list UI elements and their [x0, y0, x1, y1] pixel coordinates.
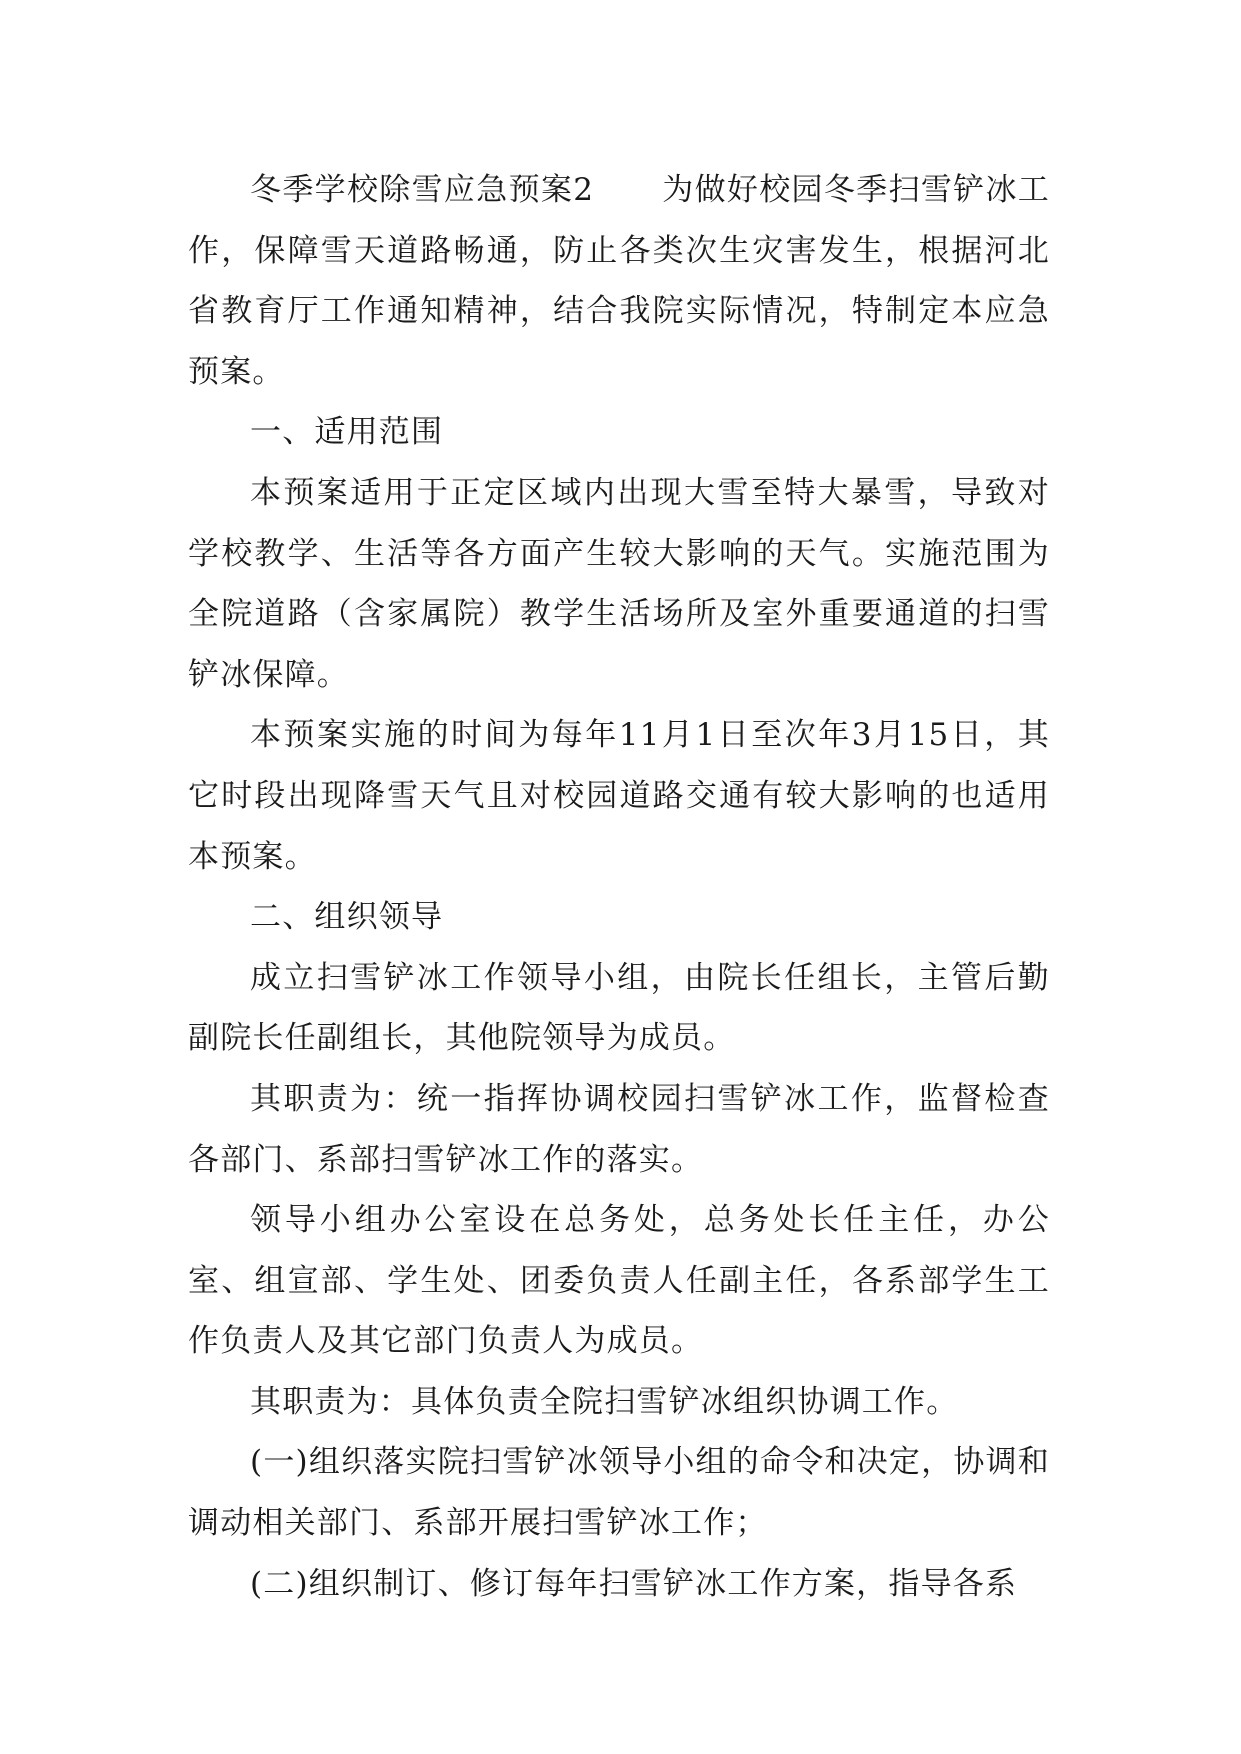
paragraph-group-duties: 其职责为：统一指挥协调校园扫雪铲冰工作，监督检查各部门、系部扫雪铲冰工作的落实。 [188, 1080, 1050, 1178]
section-heading-organization: 二、组织领导 [250, 899, 444, 936]
document-body [188, 160, 1050, 1614]
intro-text: 为做好校园冬季扫雪铲冰工作，保障雪天道路畅通，防止各类次生灾害发生，根据河北省教育厅工作通知精神，结合我院实际情况，特制定本应急预案。 [188, 172, 1050, 390]
title-paragraph [188, 160, 1050, 402]
section-heading-scope: 一、适用范围 [250, 414, 444, 451]
list-item-2: (二)组织制订、修订每年扫雪铲冰工作方案，指导各系 [250, 1565, 1018, 1602]
paragraph-office-duties: 其职责为：具体负责全院扫雪铲冰组织协调工作。 [250, 1383, 959, 1420]
paragraph-scope-area: 本预案适用于正定区域内出现大雪至特大暴雪，导致对学校教学、生活等各方面产生较大影响的天气。实施范围为全院道路（含家属院）教学生活场所及室外重要通道的扫雪铲冰保障。 [188, 474, 1050, 693]
document-title: 冬季学校除雪应急预案2 [250, 172, 595, 208]
paragraph-office: 领导小组办公室设在总务处，总务处长任主任，办公室、组宣部、学生处、团委负责人任副主任，各系部学生工作负责人及其它部门负责人为成员。 [188, 1202, 1050, 1360]
paragraph-leading-group: 成立扫雪铲冰工作领导小组，由院长任组长，主管后勤副院长任副组长，其他院领导为成员。 [188, 959, 1050, 1057]
paragraph-scope-time: 本预案实施的时间为每年11月1日至次年3月15日，其它时段出现降雪天气且对校园道路交通有较大影响的也适用本预案。 [188, 717, 1050, 875]
list-item-1: (一)组织落实院扫雪铲冰领导小组的命令和决定，协调和调动相关部门、系部开展扫雪铲冰工作； [188, 1444, 1050, 1542]
